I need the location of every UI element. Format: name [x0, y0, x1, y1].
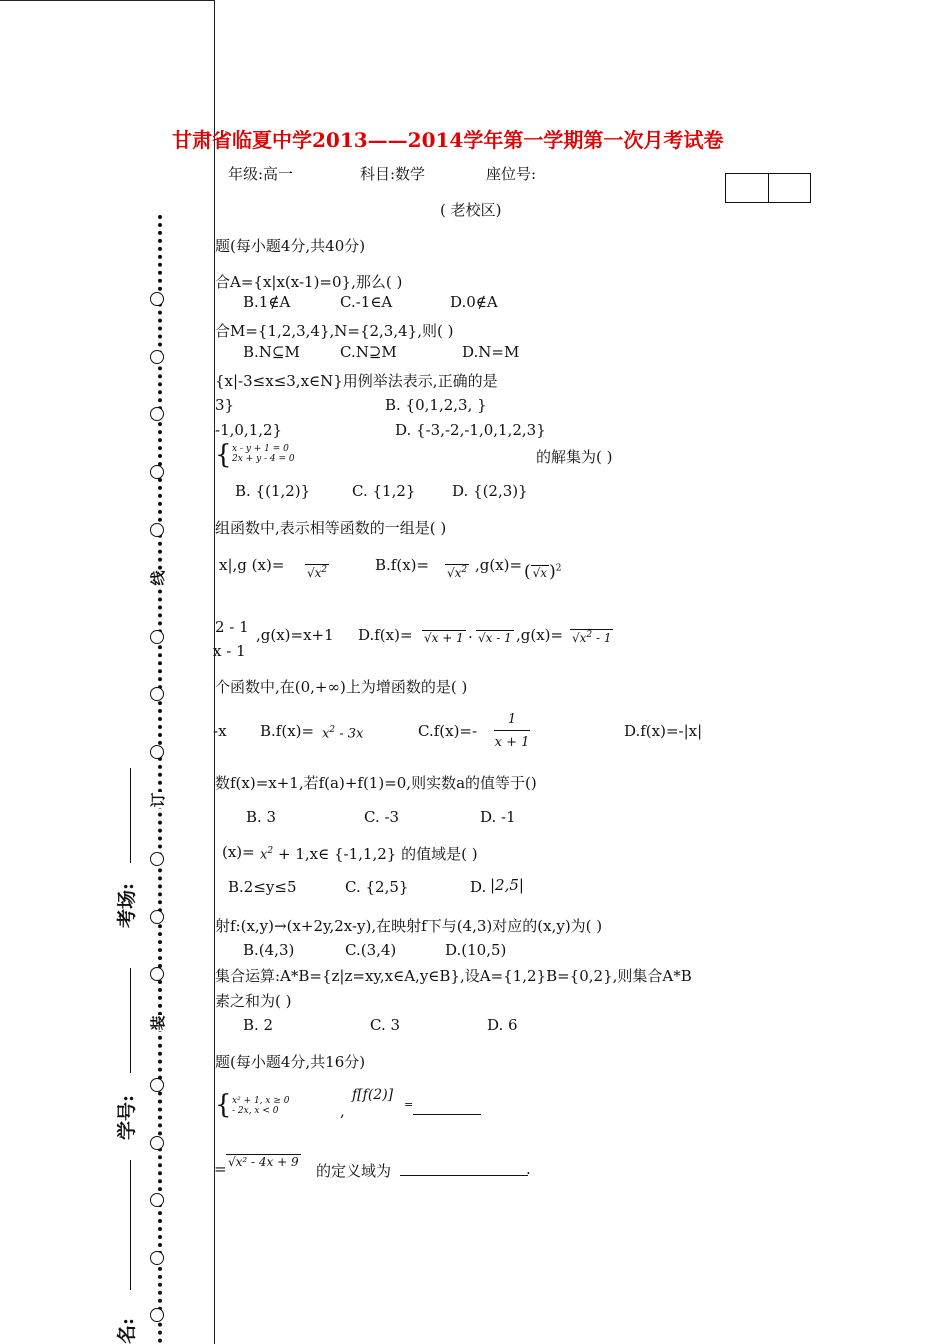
q4-eq2: 2x + y - 4 = 0 [232, 454, 295, 464]
q5-option-d: D.f(x)= [358, 626, 413, 644]
q3-option-a: 3} [215, 396, 235, 414]
q11-equals: = [404, 1098, 414, 1111]
q3-option-b: B. {0,1,2,3, } [385, 396, 487, 414]
binding-dotted-line [158, 215, 164, 1344]
binding-hole [150, 350, 164, 364]
q5-option-c-num: 2 - 1 [215, 618, 249, 636]
q8-option-b: B.2≤y≤5 [228, 878, 297, 896]
q5-sqrt-d2: √x - 1 [478, 631, 512, 645]
q5-option-a: x|,g (x)= [219, 556, 285, 574]
binding-margin [0, 0, 215, 1344]
seat-cell[interactable] [769, 174, 811, 202]
campus-label: ( 老校区) [440, 201, 502, 219]
q10-stem-cont: 素之和为( ) [215, 992, 292, 1010]
q5-option-c-den: x - 1 [213, 642, 246, 660]
q7-stem: 数f(x)=x+1,若f(a)+f(1)=0,则实数a的值等于() [215, 774, 537, 792]
q12-period: . [526, 1160, 531, 1178]
q5-sqrt-b: $√x^2$ [447, 565, 468, 580]
seat-label: 座位号: [486, 165, 537, 183]
q5-option-d-g: ,g(x)= [516, 626, 564, 644]
q2-option-b: B.N⊆M [243, 343, 300, 361]
margin-top-border [0, 0, 215, 1]
q2-option-d: D.N=M [462, 343, 520, 361]
binding-hole [150, 745, 164, 759]
q11-piece2: - 2x, x < 0 [232, 1106, 279, 1116]
q5-option-c-g: ,g(x)=x+1 [256, 626, 334, 644]
q12-sqrt-expr: √x² - 4x + 9 [228, 1155, 299, 1169]
binding-hole [150, 630, 164, 644]
q6-option-d: D.f(x)=-|x| [624, 722, 703, 740]
seat-cell[interactable] [726, 174, 769, 202]
exam-room-line [130, 768, 131, 863]
q6-option-c: C.f(x)=- [418, 722, 478, 740]
q7-option-d: D. -1 [480, 808, 516, 826]
binding-mark-ding: 订 [149, 792, 167, 808]
q9-stem: 射f:(x,y)→(x+2y,2x-y),在映射f下与(4,3)对应的(x,y)为( ) [215, 917, 603, 935]
q5-option-b-g: ,g(x)= [475, 556, 523, 574]
binding-hole [150, 967, 164, 981]
binding-hole [150, 687, 164, 701]
grade-label: 年级:高一 [228, 165, 294, 183]
q11-expression: f[f(2)] [352, 1087, 394, 1103]
exam-title: 甘肃省临夏中学2013——2014学年第一学期第一次月考试卷 [172, 128, 724, 152]
q4-option-c: C. {1,2} [352, 482, 416, 500]
q5-option-b: B.f(x)= [375, 556, 430, 574]
exam-room-label: 考场: [116, 882, 138, 928]
q9-option-c: C.(3,4) [345, 941, 397, 959]
q12-stem-tail: 的定义域为 [316, 1162, 392, 1180]
binding-hole [150, 1251, 164, 1265]
q5-stem: 组函数中,表示相等函数的一组是( ) [215, 519, 447, 537]
q10-option-d: D. 6 [487, 1016, 518, 1034]
q6-option-a: -x [213, 722, 227, 740]
binding-hole [150, 1193, 164, 1207]
q12-answer-blank[interactable] [400, 1175, 528, 1176]
binding-mark-zhuang: 装 [149, 1015, 167, 1031]
student-id-line [130, 968, 131, 1073]
binding-hole [150, 852, 164, 866]
q12-prefix: = [214, 1160, 227, 1178]
q9-option-b: B.(4,3) [243, 941, 295, 959]
q5-sqrt-d1: √x + 1 [424, 631, 464, 645]
q8-stem-b: + 1,x∈ {-1,1,2} 的值域是( ) [278, 845, 478, 863]
q1-option-c: C.-1∈A [340, 293, 393, 311]
name-label: 名: [116, 1317, 138, 1344]
q1-stem: 合A={x|x(x-1)=0},那么( ) [215, 273, 403, 291]
q3-stem: {x|-3≤x≤3,x∈N}用例举法表示,正确的是 [215, 372, 498, 390]
q8-option-d: D. [470, 878, 487, 896]
binding-hole [150, 1136, 164, 1150]
q2-stem: 合M={1,2,3,4},N={2,3,4},则( ) [215, 322, 454, 340]
q5-sqrt-a: $√x^2$ [307, 565, 328, 580]
q1-option-b: B.1∉A [243, 293, 291, 311]
binding-hole [150, 910, 164, 924]
q11-answer-blank[interactable] [413, 1114, 481, 1115]
q10-option-b: B. 2 [243, 1016, 274, 1034]
q3-option-d: D. {-3,-2,-1,0,1,2,3} [395, 421, 546, 439]
binding-hole [150, 1308, 164, 1322]
q4-eq1: x - y + 1 = 0 [232, 444, 289, 454]
q6-stem: 个函数中,在(0,+∞)上为增函数的是( ) [215, 678, 468, 696]
q4-brace: { [215, 440, 232, 470]
subject-label: 科目:数学 [360, 165, 426, 183]
student-id-label: 学号: [116, 1094, 138, 1140]
q4-option-b: B. {(1,2)} [235, 482, 311, 500]
q10-option-c: C. 3 [370, 1016, 401, 1034]
q10-stem: 集合运算:A*B={z|z=xy,x∈A,y∈B},设A={1,2}B={0,2},则集合A*B [215, 967, 692, 985]
q7-option-c: C. -3 [364, 808, 400, 826]
q8-expr: $x^2$ [260, 846, 274, 863]
q8-interval: |2,5| [490, 876, 524, 894]
binding-hole [150, 465, 164, 479]
q11-piece1: x² + 1, x ≥ 0 [232, 1096, 290, 1106]
q8-stem-a: (x)= [222, 843, 255, 861]
name-line [130, 1160, 131, 1290]
q5-sqrt-d3: $√x^2 - 1$ [572, 630, 612, 645]
binding-hole [150, 1078, 164, 1092]
q11-comma: , [340, 1102, 345, 1120]
q11-brace: { [215, 1090, 232, 1120]
binding-hole [150, 292, 164, 306]
binding-mark-xian: 线 [149, 570, 167, 586]
q2-option-c: C.N⊇M [340, 343, 397, 361]
section2-heading: 题(每小题4分,共16分) [215, 1053, 366, 1071]
section1-heading: 题(每小题4分,共40分) [215, 237, 366, 255]
q4-option-d: D. {(2,3)} [452, 482, 528, 500]
q5-sqrt-b2: ( √x )$^2$ [524, 562, 562, 582]
q4-stem-tail: 的解集为( ) [536, 448, 613, 466]
q6-frac-num: 1 [494, 710, 530, 731]
q6-frac-den: x + 1 [494, 735, 530, 750]
q8-option-c: C. {2,5} [345, 878, 409, 896]
q5-dot: · [468, 628, 473, 646]
q6-option-b: B.f(x)= [260, 722, 315, 740]
binding-hole [150, 407, 164, 421]
q1-option-d: D.0∉A [450, 293, 498, 311]
q7-option-b: B. 3 [246, 808, 277, 826]
q3-option-c: -1,0,1,2} [215, 421, 283, 439]
q6-expr-b: $x^2 - 3x$ [322, 725, 364, 742]
binding-hole [150, 523, 164, 537]
seat-number-box[interactable] [725, 173, 811, 203]
q9-option-d: D.(10,5) [445, 941, 507, 959]
